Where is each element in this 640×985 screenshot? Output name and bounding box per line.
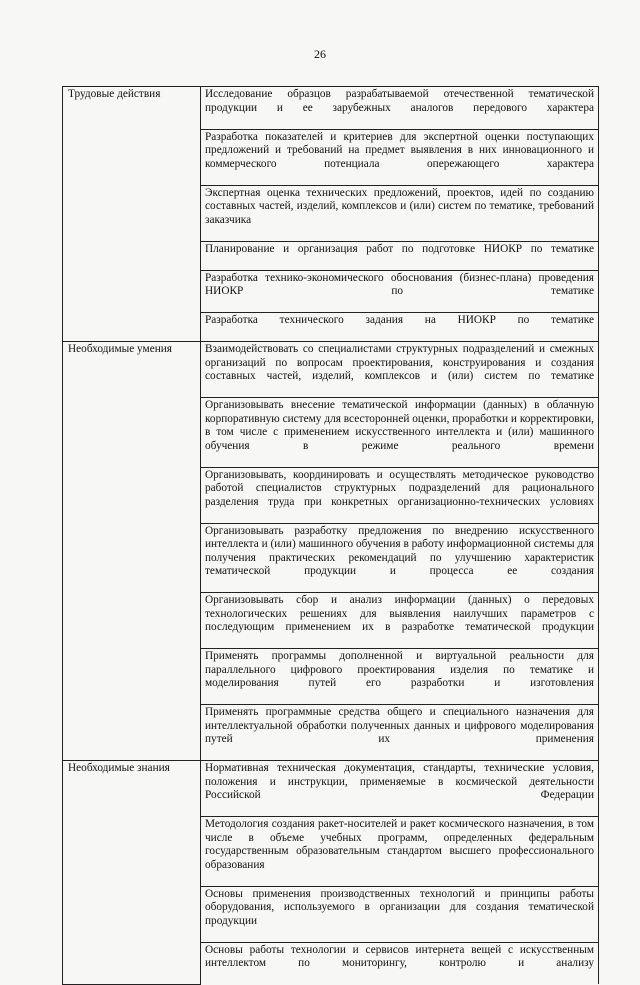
qualification-table — [62, 86, 599, 985]
table-cell: Нормативная техническая документация, стандарты, технические условия, положения и инструкции, применяемые в космической деятельности Российской Федерации — [201, 761, 599, 817]
page-number: 26 — [314, 47, 326, 61]
table-cell: Разработка показателей и критериев для экспертной оценки поступающих предложений и требований на предмет выявления в них инновационного и коммерческого потенциала опережающего характера — [201, 129, 599, 185]
section-label-required-skills: Необходимые умения — [63, 342, 201, 761]
table-cell: Организовывать разработку предложения по внедрению искусственного интеллекта и (или) машинного обучения в работу информационной системы для получения практических рекомендаций по улучшению характеристик тематической продукции и процесса ее создания — [201, 523, 599, 593]
table-cell: Основы применения производственных технологий и принципы работы оборудования, используемого в организации для создания тематической продукции — [201, 886, 599, 942]
table-cell: Применять программы дополненной и виртуальной реальности для параллельного цифрового проектирования изделия по тематике и моделирования путей его разработки и изготовления — [201, 649, 599, 705]
table-cell: Организовывать сбор и анализ информации (данных) о передовых технологических решениях для выявления наилучших параметров с последующим применением их в разработке тематической продукции — [201, 593, 599, 649]
table-row — [63, 342, 599, 398]
table-cell: Применять программные средства общего и специального назначения для интеллектуальной обработки полученных данных и цифрового моделирования путей их применения — [201, 705, 599, 761]
section-label-required-knowledge: Необходимые знания — [63, 761, 201, 985]
table-cell: Взаимодействовать со специалистами структурных подразделений и смежных организаций по вопросам проектирования, конструирования и создания составных частей, изделий, комплексов и (или) систем по тематике — [201, 342, 599, 398]
table-cell: Экспертная оценка технических предложений, проектов, идей по созданию составных частей, изделий, комплексов и (или) систем по тематике, требований заказчика — [201, 185, 599, 241]
table-cell: Организовывать внесение тематической информации (данных) в облачную корпоративную систему для всесторонней оценки, проработки и корректировки, в том числе с применением искусственного интеллекта и (или) машинного обучения в режиме реального времени — [201, 398, 599, 468]
section-label-labor-actions: Трудовые действия — [63, 87, 201, 342]
table-cell: Исследование образцов разрабатываемой отечественной тематической продукции и ее зарубежных аналогов передового характера — [201, 87, 599, 130]
table-row — [63, 87, 599, 130]
table-cell: Методология создания ракет-носителей и ракет космического назначения, в том числе в объеме учебных программ, определенных федеральным государственным образовательным стандартом высшего профессионального образования — [201, 817, 599, 887]
table-cell: Планирование и организация работ по подготовке НИОКР по тематике — [201, 241, 599, 270]
table-row — [63, 761, 599, 817]
table-cell: Организовывать, координировать и осуществлять методическое руководство работой специалистов структурных подразделений для рационального разделения труда при конкретных организационно-технических условиях — [201, 467, 599, 523]
table-cell: Разработка технико-экономического обоснования (бизнес-плана) проведения НИОКР по тематике — [201, 270, 599, 313]
table-cell: Разработка технического задания на НИОКР по тематике — [201, 313, 599, 342]
table-cell: Основы работы технологии и сервисов интернета вещей с искусственным интеллектом по мониторингу, контролю и анализу — [201, 942, 599, 984]
